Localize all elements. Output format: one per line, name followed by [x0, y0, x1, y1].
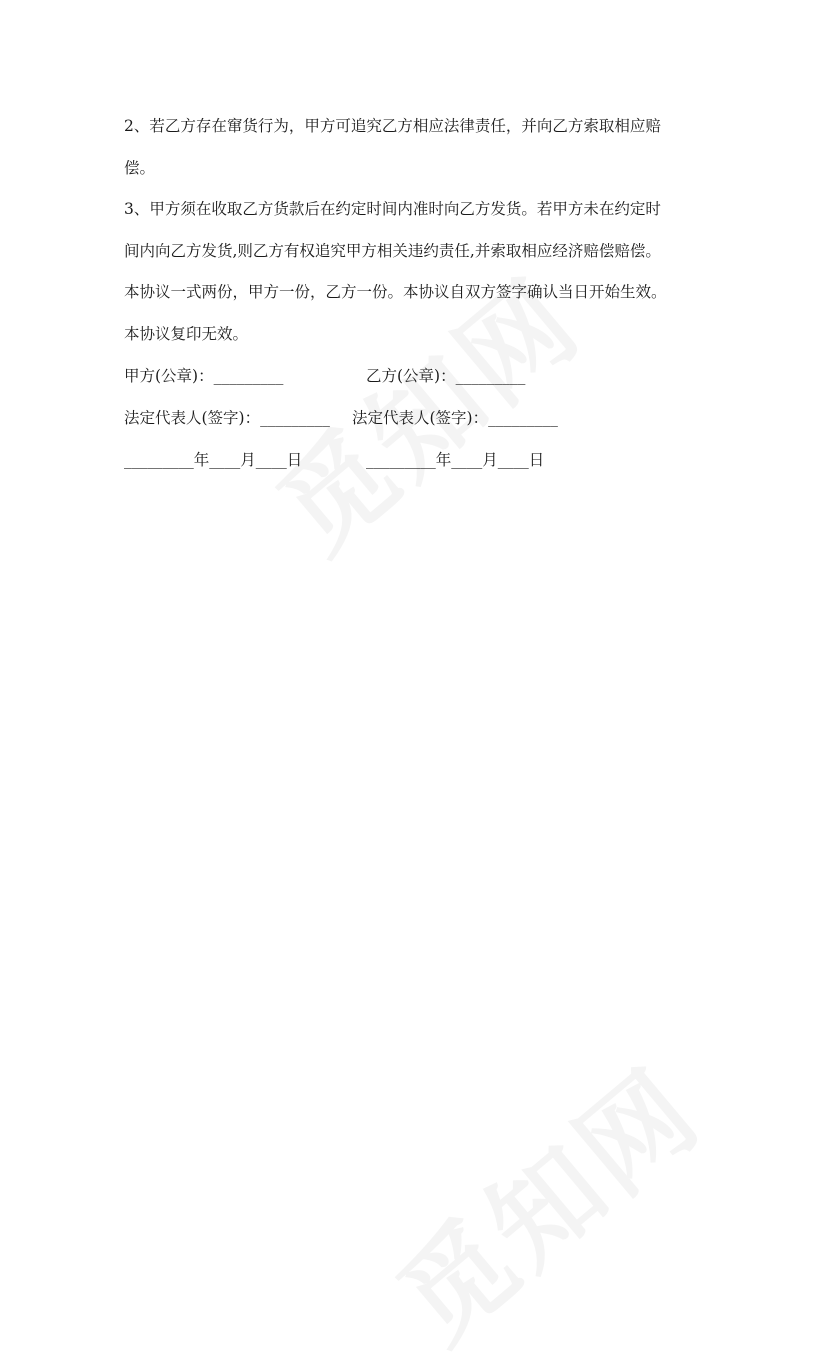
- representative-row: [124, 397, 724, 439]
- party-b-date: _________年____月____日: [366, 451, 545, 469]
- party-a-seal: 甲方(公章)：_________: [124, 367, 284, 385]
- paragraph-line: 偿。: [124, 158, 156, 177]
- date-row: [124, 439, 724, 481]
- party-b-representative: 法定代表人(签字)：_________: [352, 409, 558, 427]
- watermark-bottom: [360, 1027, 728, 1371]
- paragraph-line: 间内向乙方发货,则乙方有权追究甲方相关违约责任,并索取相应经济赔偿赔偿。: [124, 241, 661, 260]
- party-a-representative: 法定代表人(签字)：_________: [124, 409, 330, 427]
- seal-row: [124, 355, 724, 397]
- paragraph-line: 2、若乙方存在窜货行为，甲方可追究乙方相应法律责任，并向乙方索取相应赔: [124, 117, 661, 135]
- paragraph-line: 3、甲方须在收取乙方货款后在约定时间内准时向乙方发货。若甲方未在约定时: [124, 200, 661, 218]
- paragraph-line: 本协议复印无效。: [124, 324, 249, 343]
- party-a-date: _________年____月____日: [124, 451, 303, 469]
- paragraph-line: 本协议一式两份，甲方一份，乙方一份。本协议自双方签字确认当日开始生效。: [124, 283, 667, 301]
- document-body: [124, 106, 724, 481]
- party-b-seal: 乙方(公章)：_________: [366, 367, 526, 385]
